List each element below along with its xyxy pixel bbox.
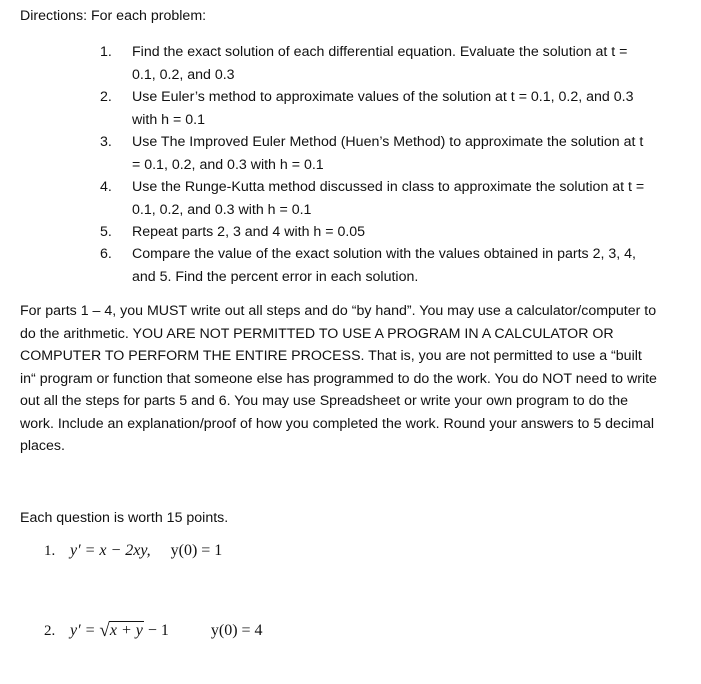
step-number: 1. [100,44,112,60]
problem-item [44,538,263,564]
step-item [100,176,680,221]
step-number: 4. [100,179,112,195]
step-item [100,243,680,288]
square-root [99,618,143,644]
step-text: Use Euler’s method to approximate values of the solution at t = 0.1, 0.2, and 0.3 with h = 0.1 [132,89,634,128]
problem-equation-rhs: − 1 [147,622,169,639]
step-item [100,131,680,176]
step-number: 2. [100,89,112,105]
points-note: Each question is worth 15 points. [20,510,229,526]
step-number: 3. [100,134,112,150]
problems-list [44,538,263,644]
step-item [100,86,680,131]
problem-initial-condition: y(0) = 4 [210,622,263,639]
problem-initial-condition: y(0) = 1 [170,542,223,559]
step-text: Use The Improved Euler Method (Huen’s Method) to approximate the solution at t = 0.1, 0.2, and 0.3 with h = 0.1 [132,134,644,173]
problem-item [44,618,263,644]
step-text: Use the Runge-Kutta method discussed in class to approximate the solution at t = 0.1, 0.2, and 0.3 with h = 0.1 [132,179,645,218]
instructions-paragraph: For parts 1 – 4, you MUST write out all steps and do “by hand”. You may use a calculator/computer to do the arithmetic. YOU ARE NOT PERMITTED TO USE A PROGRAM IN A CALCULATOR OR COMPUTER TO PERFORM THE ENTIRE PROCESS. That is, you are not permitted to use a “built in“ program or function that someone else has programmed to do the work. You do NOT need to write out all the steps for parts 5 and 6. You may use Spreadsheet or write your own program to do the work. Include an explanation/proof of how you completed the work. Round your answers to 5 decimal places. [20,303,657,454]
step-number: 6. [100,246,112,262]
problem-number: 1. [44,543,56,559]
steps-list [100,41,680,288]
radical-sign-icon: √ [99,620,110,641]
problem-equation-lhs: y′ = [70,622,100,639]
problem-number: 2. [44,623,56,639]
directions-heading: Directions: For each problem: [20,8,207,24]
step-number: 5. [100,224,112,240]
step-item [100,41,680,86]
step-text: Compare the value of the exact solution with the values obtained in parts 2, 3, 4, and 5. Find the percent error in each solution. [132,246,636,285]
step-text: Repeat parts 2, 3 and 4 with h = 0.05 [132,224,366,240]
problem-equation: y′ = x − 2xy, [70,542,151,559]
step-item [100,221,680,243]
radicand: x + y [109,622,143,639]
step-text: Find the exact solution of each differential equation. Evaluate the solution at t = 0.1, 0.2, and 0.3 [132,44,628,83]
